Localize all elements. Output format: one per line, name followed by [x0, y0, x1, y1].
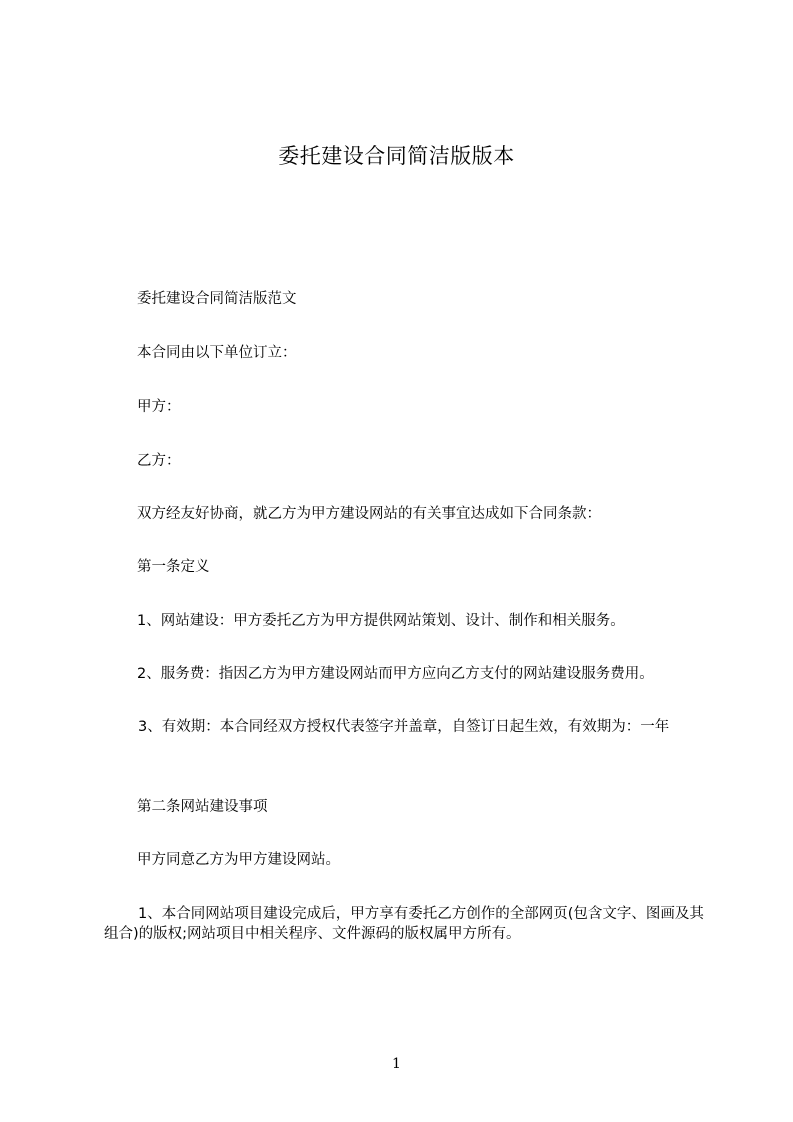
- document-title: 委托建设合同简洁版版本: [278, 144, 515, 168]
- paragraph-party-b: 乙方：: [137, 453, 181, 469]
- paragraph-article-2-heading: 第二条网站建设事项: [137, 799, 268, 815]
- paragraph-parties-intro: 本合同由以下单位订立：: [137, 345, 297, 361]
- paragraph-agreement-intro: 双方经友好协商，就乙方为甲方建设网站的有关事宜达成如下合同条款：: [137, 506, 601, 522]
- paragraph-article-1-heading: 第一条定义: [137, 559, 210, 575]
- paragraph-definition-3: 3、有效期：本合同经双方授权代表签字并盖章，自签订日起生效，有效期为：一年: [138, 719, 670, 735]
- paragraph-party-a: 甲方：: [137, 399, 181, 415]
- paragraph-subtitle: 委托建设合同简洁版范文: [137, 291, 297, 307]
- paragraph-article-2-item-1: 1、本合同网站项目建设完成后，甲方享有委托乙方创作的全部网页(包含文字、图画及其组合)的版权;网站项目中相关程序、文件源码的版权属甲方所有。: [104, 906, 704, 942]
- page-number: 1: [392, 1056, 401, 1072]
- paragraph-definition-1: 1、网站建设：甲方委托乙方为甲方提供网站策划、设计、制作和相关服务。: [137, 613, 625, 629]
- paragraph-article-2-intro: 甲方同意乙方为甲方建设网站。: [137, 852, 340, 868]
- paragraph-definition-2: 2、服务费：指因乙方为甲方建设网站而甲方应向乙方支付的网站建设服务费用。: [137, 666, 654, 682]
